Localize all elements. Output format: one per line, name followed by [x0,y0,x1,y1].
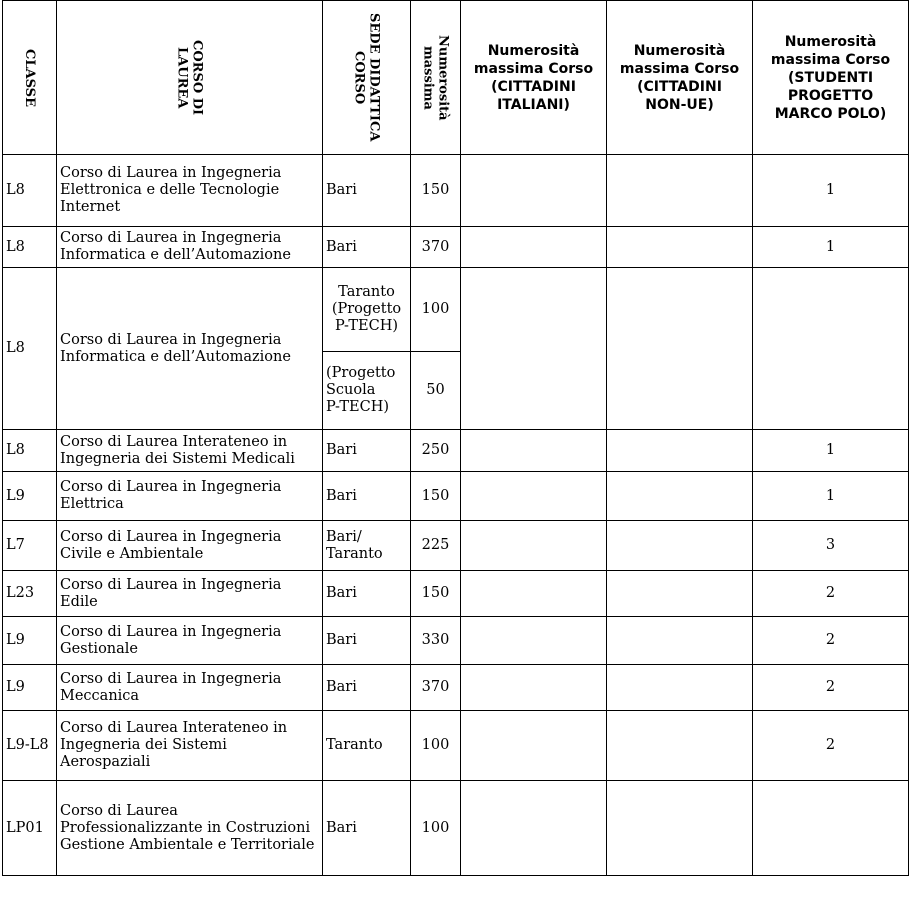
table-row [3,711,909,781]
header-row [3,1,909,155]
cell-sede: Bari [323,665,411,711]
cell-sede: Bari [323,617,411,665]
header-corso: CORSO DI LAUREA [57,1,323,155]
cell-classe: L9 [3,472,57,521]
cell-italiani [461,268,607,430]
cell-numerosita: 370 [411,665,461,711]
header-classe: CLASSE [3,1,57,155]
cell-sede: Bari [323,781,411,876]
table-row [3,155,909,227]
table-row [3,268,909,352]
cell-numerosita: 150 [411,472,461,521]
cell-non-ue [607,472,753,521]
cell-marco-polo: 1 [753,155,909,227]
header-numerosita: Numerosità massima [411,1,461,155]
cell-numerosita: 50 [411,352,461,430]
table-row [3,521,909,571]
table-row [3,781,909,876]
cell-corso: Corso di Laurea in Ingegneria Informatica e dell’Automazione [57,227,323,268]
table-row [3,430,909,472]
cell-numerosita: 100 [411,781,461,876]
cell-corso: Corso di Laurea in Ingegneria Elettronica e delle Tecnologie Internet [57,155,323,227]
cell-numerosita: 100 [411,711,461,781]
cell-italiani [461,781,607,876]
cell-non-ue [607,711,753,781]
table-row [3,227,909,268]
cell-corso: Corso di Laurea in Ingegneria Edile [57,571,323,617]
cell-italiani [461,617,607,665]
cell-marco-polo: 1 [753,472,909,521]
cell-corso: Corso di Laurea in Ingegneria Informatica e dell’Automazione [57,268,323,430]
cell-italiani [461,665,607,711]
cell-corso: Corso di Laurea in Ingegneria Gestionale [57,617,323,665]
cell-classe: L8 [3,227,57,268]
cell-marco-polo [753,268,909,430]
cell-non-ue [607,571,753,617]
table-row [3,665,909,711]
cell-classe: L23 [3,571,57,617]
cell-numerosita: 150 [411,571,461,617]
courses-table [2,0,909,876]
cell-corso: Corso di Laurea in Ingegneria Elettrica [57,472,323,521]
cell-sede: Bari [323,472,411,521]
cell-italiani [461,227,607,268]
cell-marco-polo: 2 [753,711,909,781]
cell-non-ue [607,268,753,430]
cell-sede: Bari [323,155,411,227]
table-row [3,617,909,665]
cell-italiani [461,571,607,617]
cell-italiani [461,430,607,472]
cell-marco-polo: 2 [753,571,909,617]
cell-numerosita: 330 [411,617,461,665]
cell-corso: Corso di Laurea Interateneo in Ingegneria dei Sistemi Aerospaziali [57,711,323,781]
cell-corso: Corso di Laurea Interateneo in Ingegneria dei Sistemi Medicali [57,430,323,472]
cell-classe: LP01 [3,781,57,876]
cell-numerosita: 250 [411,430,461,472]
cell-italiani [461,472,607,521]
cell-numerosita: 100 [411,268,461,352]
cell-non-ue [607,227,753,268]
cell-sede: Bari [323,227,411,268]
cell-corso: Corso di Laurea in Ingegneria Meccanica [57,665,323,711]
cell-corso: Corso di Laurea Professionalizzante in Costruzioni Gestione Ambientale e Territoriale [57,781,323,876]
cell-classe: L8 [3,430,57,472]
cell-corso: Corso di Laurea in Ingegneria Civile e Ambientale [57,521,323,571]
cell-classe: L8 [3,268,57,430]
cell-marco-polo: 2 [753,665,909,711]
cell-marco-polo: 1 [753,227,909,268]
cell-classe: L9 [3,617,57,665]
cell-classe: L9 [3,665,57,711]
cell-numerosita: 150 [411,155,461,227]
cell-non-ue [607,155,753,227]
table-row [3,472,909,521]
cell-numerosita: 225 [411,521,461,571]
cell-sede: Bari/ Taranto [323,521,411,571]
cell-sede: Bari [323,571,411,617]
cell-italiani [461,521,607,571]
header-cittadini-italiani: Numerosità massima Corso (CITTADINI ITALIANI) [461,1,607,155]
cell-marco-polo: 3 [753,521,909,571]
cell-italiani [461,711,607,781]
cell-non-ue [607,521,753,571]
cell-non-ue [607,781,753,876]
cell-non-ue [607,430,753,472]
cell-italiani [461,155,607,227]
cell-sede: Taranto (Progetto P-TECH) [323,268,411,352]
header-sede: SEDE DIDATTICA CORSO [323,1,411,155]
header-cittadini-non-ue: Numerosità massima Corso (CITTADINI NON-UE) [607,1,753,155]
cell-sede: (Progetto Scuola P-TECH) [323,352,411,430]
cell-classe: L8 [3,155,57,227]
header-marco-polo: Numerosità massima Corso (STUDENTI PROGETTO MARCO POLO) [753,1,909,155]
cell-non-ue [607,665,753,711]
table-row [3,571,909,617]
cell-non-ue [607,617,753,665]
cell-classe: L7 [3,521,57,571]
cell-classe: L9-L8 [3,711,57,781]
cell-numerosita: 370 [411,227,461,268]
cell-marco-polo [753,781,909,876]
cell-marco-polo: 1 [753,430,909,472]
cell-sede: Taranto [323,711,411,781]
cell-marco-polo: 2 [753,617,909,665]
cell-sede: Bari [323,430,411,472]
